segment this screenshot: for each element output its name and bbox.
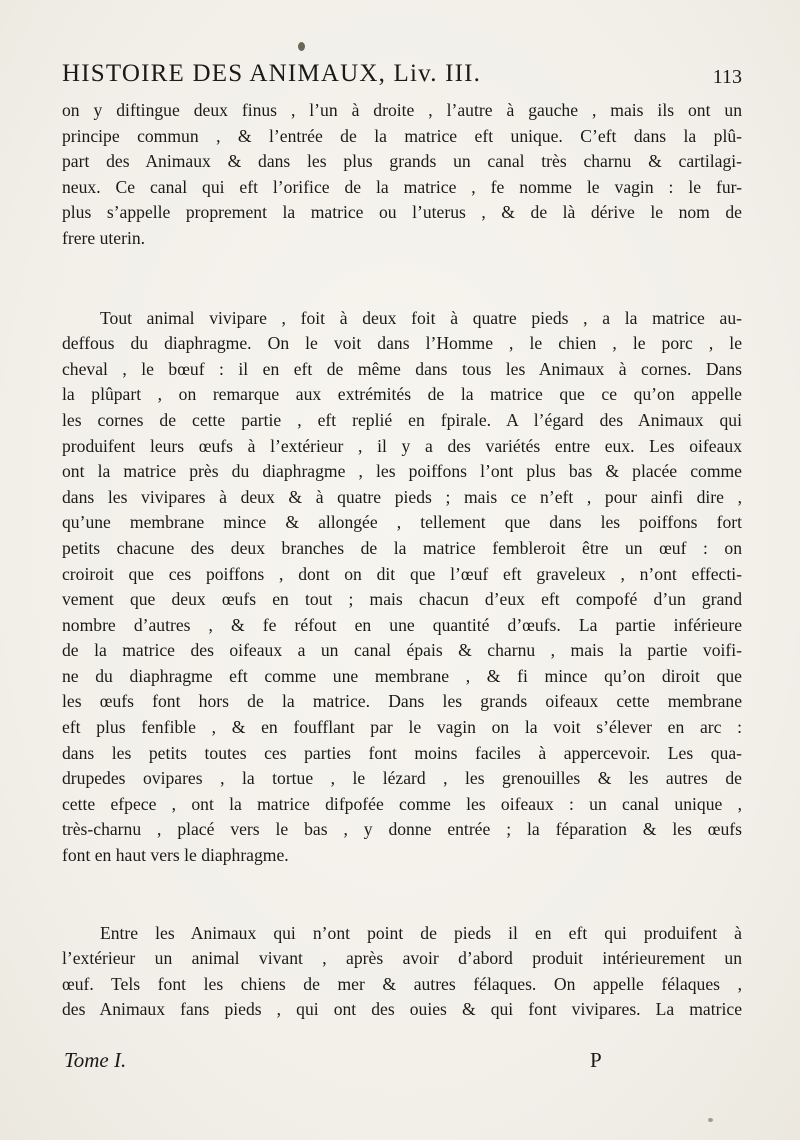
text-line: très-charnu , placé vers le bas , y donne entrée ; la féparation & les œufs — [62, 819, 742, 840]
ink-blot — [298, 42, 305, 51]
text-line: petits chacune des deux branches de la matrice fembleroit être un œuf : on — [62, 537, 742, 558]
ink-blot — [708, 1118, 713, 1122]
text-line: Tout animal vivipare , foit à deux foit à quatre pieds , a la matrice au- — [100, 307, 742, 328]
text-line: qu’une membrane mince & allongée , tellement que dans les poiffons fort — [62, 512, 742, 533]
text-line: Entre les Animaux qui n’ont point de pieds il en eft qui produifent à — [100, 922, 742, 943]
text-line: cheval , le bœuf : il en eft de même dans tous les Animaux à cornes. Dans — [62, 358, 742, 379]
volume-label: Tome I. — [64, 1048, 127, 1072]
text-line: la plûpart , on remarque aux extrémités de la matrice que ce qu’on appelle — [62, 384, 742, 405]
text-line: vement que deux œufs en tout ; mais chacun d’eux eft compofé d’un grand — [62, 589, 742, 610]
text-line: œuf. Tels font les chiens de mer & autres félaques. On appelle félaques , — [62, 973, 742, 994]
text-line: drupedes ovipares , la tortue , le lézard , les grenouilles & les autres de — [62, 768, 742, 789]
text-line: neux. Ce canal qui eft l’orifice de la matrice , fe nomme le vagin : le fur- — [62, 176, 742, 197]
page-header — [62, 60, 742, 100]
text-line: ne du diaphragme eft comme une membrane , & fi mince qu’on diroit que — [62, 665, 742, 686]
text-line: dans les vivipares à deux & à quatre pieds ; mais ce n’eft , pour ainfi dire , — [62, 486, 742, 507]
text-line: principe commun , & l’entrée de la matrice eft unique. C’eft dans la plû- — [62, 125, 742, 146]
text-line: ont la matrice près du diaphragme , les poiffons l’ont plus bas & placée comme — [62, 461, 742, 482]
text-line: part des Animaux & dans les plus grands un canal très charnu & cartilagi- — [62, 151, 742, 172]
text-line: on y diftingue deux finus , l’un à droite , l’autre à gauche , mais ils ont un — [62, 100, 742, 120]
text-line: produifent leurs œufs à l’extérieur , il y a des variétés entre eux. Les oifeaux — [62, 435, 742, 456]
text-line: plus s’appelle proprement la matrice ou l’uterus , & de là dérive le nom de — [62, 202, 742, 223]
text-line: deffous du diaphragme. On le voit dans l’Homme , le chien , le porc , le — [62, 333, 742, 354]
signature-mark: P — [590, 1048, 602, 1072]
paragraph-2 — [62, 306, 742, 869]
text-line: des Animaux fans pieds , qui ont des ouies & qui font vivipares. La matrice — [62, 999, 742, 1020]
paragraph-3 — [62, 921, 742, 1023]
body-text — [62, 98, 742, 1023]
text-line: l’extérieur un animal vivant , après avoir d’abord produit intérieurement un — [62, 948, 742, 969]
text-line: les cornes de cette partie , eft replié en fpirale. A l’égard des Animaux qui — [62, 409, 742, 430]
text-line: dans les petits toutes ces parties font moins faciles à appercevoir. Les qua- — [62, 742, 742, 763]
text-line: de la matrice des oifeaux a un canal épais & charnu , mais la partie voifi- — [62, 640, 742, 661]
text-line: cette efpece , ont la matrice difpofée comme les oifeaux : un canal unique , — [62, 793, 742, 814]
text-line: croiroit que ces poiffons , dont on dit que l’œuf eft graveleux , n’ont effecti- — [62, 563, 742, 584]
text-line: nombre d’autres , & fe réfout en une quantité d’œufs. La partie inférieure — [62, 614, 742, 635]
text-line: font en haut vers le diaphragme. — [62, 845, 289, 866]
text-line: eft plus fenfible , & en foufflant par le vagin on la voit s’élever en arc : — [62, 717, 742, 738]
text-line: les œufs font hors de la matrice. Dans les grands oifeaux cette membrane — [62, 691, 742, 712]
page-footer — [62, 1048, 742, 1078]
running-title: HISTOIRE DES ANIMAUX, Liv. III. — [62, 60, 482, 87]
text-line: frere uterin. — [62, 227, 146, 248]
paragraph-1 — [62, 98, 742, 252]
page-number: 113 — [712, 66, 742, 88]
